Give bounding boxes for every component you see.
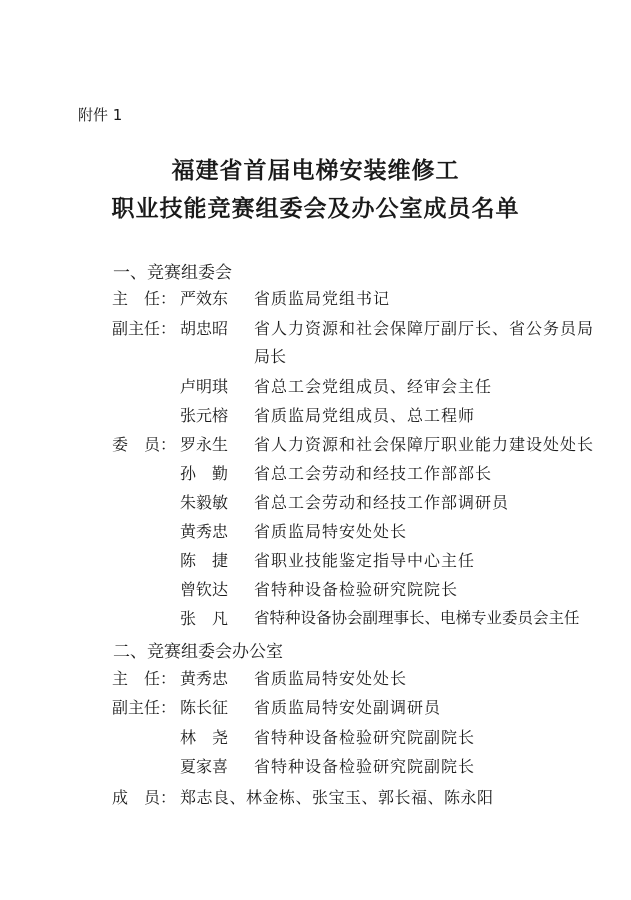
row-role: 委 员： bbox=[112, 435, 177, 454]
row-name: 罗永生 bbox=[180, 435, 229, 454]
row-position: 省特种设备检验研究院副院长 bbox=[254, 728, 476, 747]
row-name: 黄秀忠 bbox=[180, 522, 229, 541]
attachment-label: 附件 1 bbox=[78, 106, 123, 124]
row-position: 省质监局特安处副调研员 bbox=[254, 698, 442, 717]
row-name: 张元榕 bbox=[180, 406, 229, 425]
row-position: 省总工会劳动和经技工作部调研员 bbox=[254, 493, 510, 512]
row-role: 副主任： bbox=[112, 319, 177, 338]
title-line-1: 福建省首届电梯安装维修工 bbox=[171, 157, 460, 184]
row-name: 严效东 bbox=[180, 289, 229, 308]
row-name: 孙 勤 bbox=[180, 464, 229, 483]
row-position: 省质监局特安处处长 bbox=[254, 669, 408, 688]
section-1-heading: 一、竞赛组委会 bbox=[113, 263, 232, 283]
row-role: 主 任： bbox=[112, 289, 177, 308]
row-name: 胡忠昭 bbox=[180, 319, 229, 338]
row-name: 黄秀忠 bbox=[180, 669, 229, 688]
row-role: 副主任： bbox=[112, 698, 177, 717]
row-position: 省职业技能鉴定指导中心主任 bbox=[254, 551, 476, 570]
row-position: 省特种设备协会副理事长、电梯专业委员会主任 bbox=[254, 609, 580, 627]
members-list: 郑志良、林金栋、张宝玉、郭长福、陈永阳 bbox=[180, 788, 494, 807]
row-name: 曾钦达 bbox=[180, 580, 229, 599]
row-name: 陈长征 bbox=[180, 698, 229, 717]
section-2-heading: 二、竞赛组委会办公室 bbox=[113, 642, 283, 662]
row-position: 省质监局党组成员、总工程师 bbox=[254, 406, 476, 425]
row-role: 主 任： bbox=[112, 669, 177, 688]
title-line-2: 职业技能竞赛组委会及办公室成员名单 bbox=[111, 195, 520, 222]
row-position: 省质监局特安处处长 bbox=[254, 522, 408, 541]
row-name: 朱毅敏 bbox=[180, 493, 229, 512]
row-name: 夏家喜 bbox=[180, 757, 229, 776]
row-name: 张 凡 bbox=[180, 609, 229, 628]
row-position: 省人力资源和社会保障厅副厅长、省公务员局 bbox=[254, 319, 595, 338]
row-position: 省特种设备检验研究院副院长 bbox=[254, 757, 476, 776]
row-position: 省特种设备检验研究院院长 bbox=[254, 580, 459, 599]
row-name: 陈 捷 bbox=[180, 551, 229, 570]
row-position: 省总工会党组成员、经审会主任 bbox=[254, 377, 493, 396]
row-name: 林 尧 bbox=[180, 728, 229, 747]
row-name: 卢明琪 bbox=[180, 377, 229, 396]
row-position: 省人力资源和社会保障厅职业能力建设处处长 bbox=[254, 435, 595, 454]
members-role: 成 员： bbox=[112, 788, 177, 807]
row-position: 省质监局党组书记 bbox=[254, 289, 391, 308]
row-position: 省总工会劳动和经技工作部部长 bbox=[254, 464, 493, 483]
row-position-continued: 局长 bbox=[254, 347, 287, 366]
